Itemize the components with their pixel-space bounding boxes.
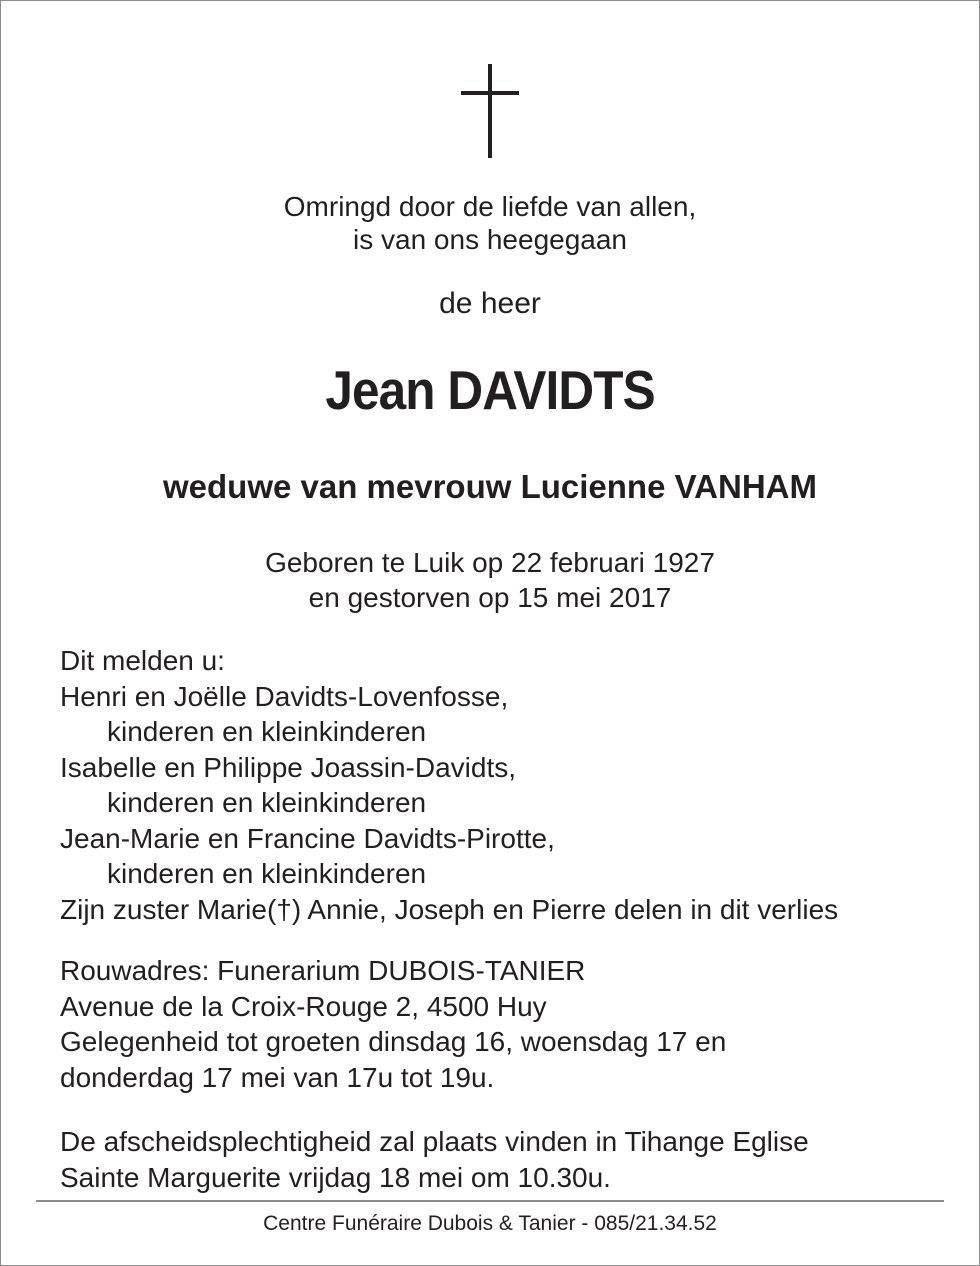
death-line: en gestorven op 15 mei 2017 [308, 582, 672, 613]
family-sub: kinderen en kleinkinderen [107, 858, 427, 889]
family-heading: Dit melden u: [60, 645, 225, 676]
family-names: Jean-Marie en Francine Davidts-Pirotte, [60, 822, 555, 854]
family-announcement [60, 643, 940, 927]
honorific: de heer [439, 287, 541, 320]
family-sub: kinderen en kleinkinderen [107, 716, 427, 747]
mourning-address [60, 953, 940, 1095]
cross-icon [461, 64, 519, 158]
family-names: Henri en Joëlle Davidts-Lovenfosse, [60, 680, 509, 712]
footer-divider [36, 1200, 944, 1202]
ceremony-info [60, 1124, 940, 1195]
family-names: Isabelle en Philippe Joassin-Davidts, [60, 751, 517, 783]
sister-line: Zijn zuster Marie(†) Annie, Joseph en Pierre delen in dit verlies [60, 893, 839, 925]
ceremony-line: De afscheidsplechtigheid zal plaats vinden in Tihange Eglise [60, 1126, 809, 1157]
intro-text [0, 190, 980, 256]
address-line: donderdag 17 mei van 17u tot 19u. [60, 1061, 495, 1093]
intro-line: is van ons heegegaan [353, 224, 627, 255]
birth-death-dates [0, 545, 980, 615]
birth-line: Geboren te Luik op 22 februari 1927 [265, 547, 715, 578]
address-line: Rouwadres: Funerarium DUBOIS-TANIER [60, 955, 586, 986]
address-line: Avenue de la Croix-Rouge 2, 4500 Huy [60, 990, 547, 1022]
address-line: Gelegenheid tot groeten dinsdag 16, woensdag 17 en [60, 1026, 727, 1057]
widow-of: weduwe van mevrouw Lucienne VANHAM [162, 468, 817, 505]
family-sub: kinderen en kleinkinderen [107, 787, 427, 818]
funeral-home-footer: Centre Funéraire Dubois & Tanier - 085/21.34.52 [263, 1212, 717, 1235]
intro-line: Omringd door de liefde van allen, [283, 191, 697, 222]
deceased-name: Jean DAVIDTS [325, 359, 655, 421]
ceremony-line: Sainte Marguerite vrijdag 18 mei om 10.30u. [60, 1161, 611, 1193]
